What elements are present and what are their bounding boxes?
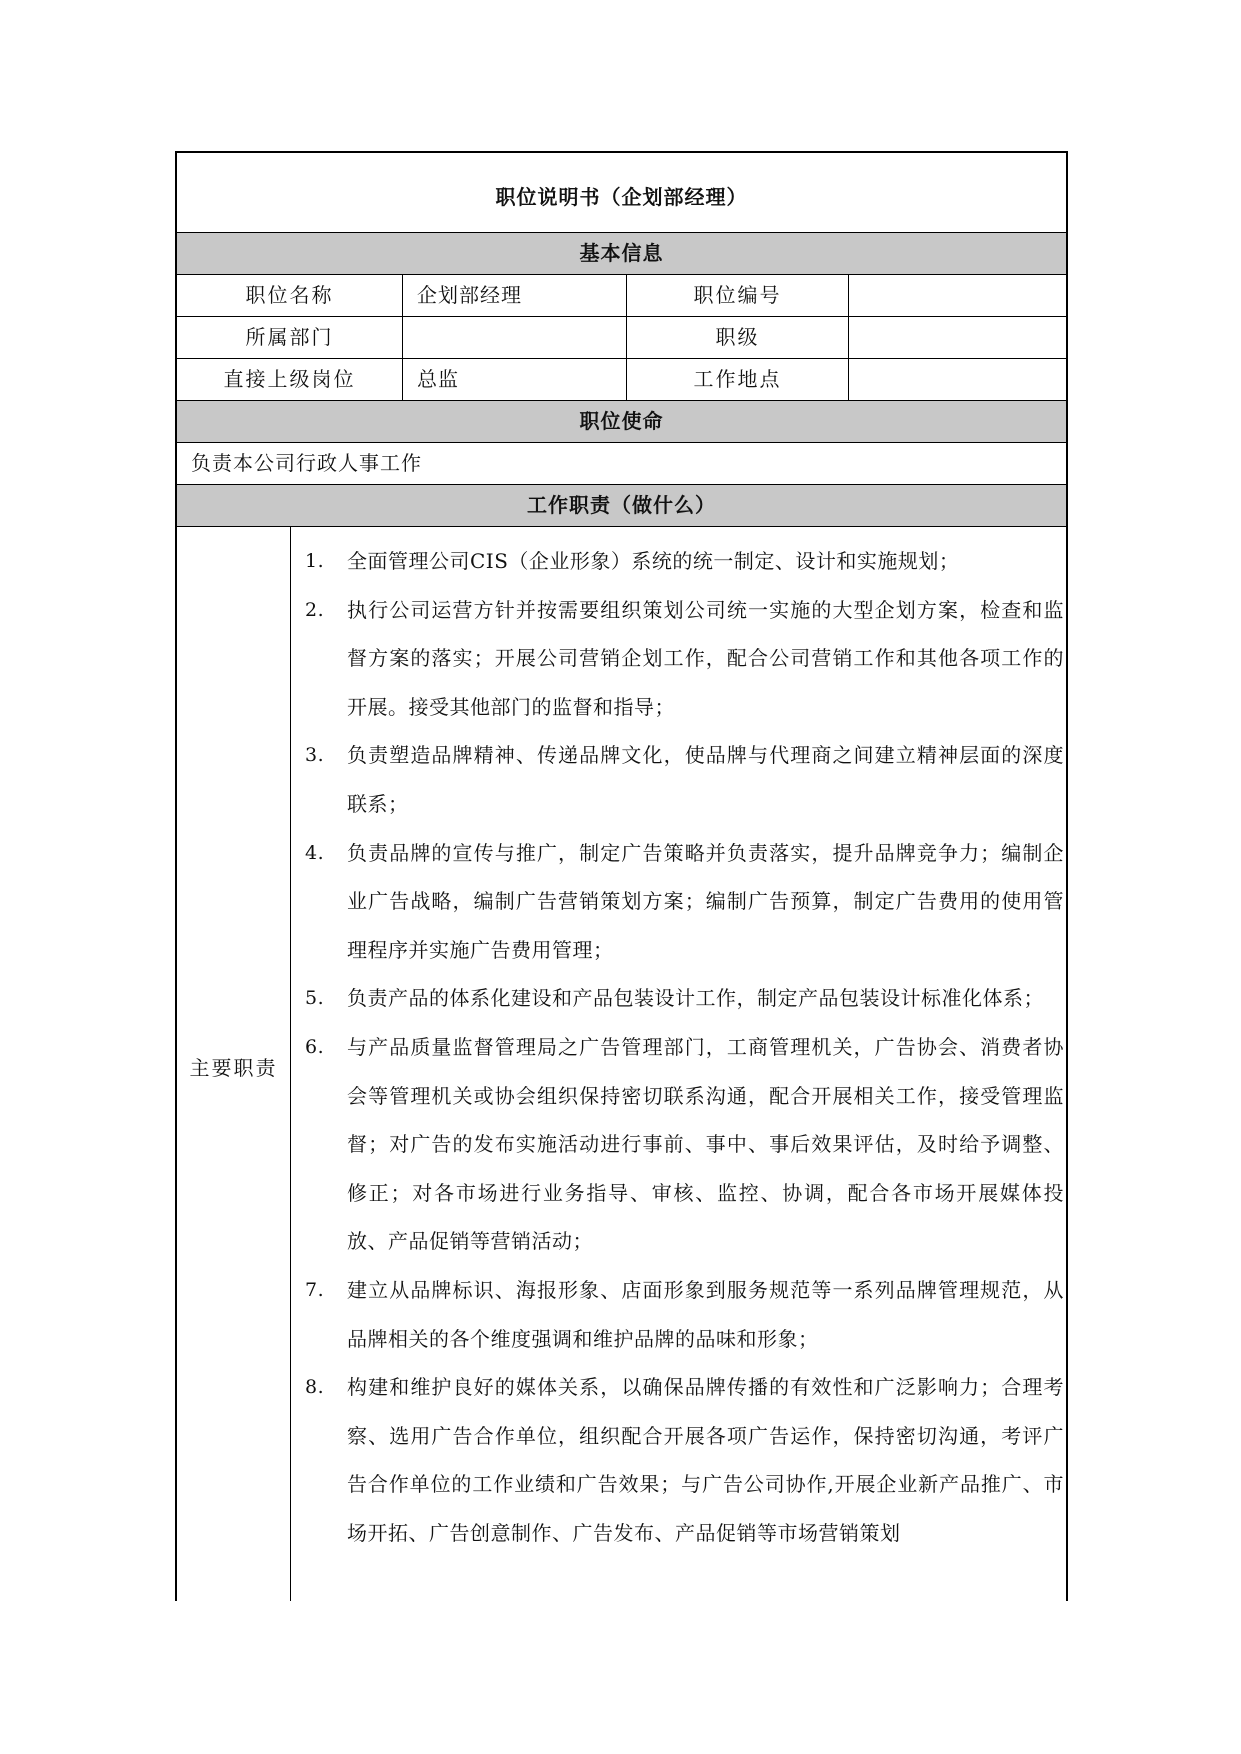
duty-number: 7. — [305, 1278, 325, 1301]
duties-row — [177, 527, 1066, 1601]
duty-text: 负责塑造品牌精神、传递品牌文化，使品牌与代理商之间建立精神层面的深度联系； — [347, 743, 1064, 816]
duty-number: 5. — [305, 987, 325, 1010]
duty-item — [291, 1023, 1066, 1266]
section-mission: 职位使命 — [177, 401, 1066, 443]
duty-number: 2. — [305, 598, 325, 621]
value-department — [403, 317, 627, 358]
mission-text: 负责本公司行政人事工作 — [191, 451, 422, 475]
duty-item — [291, 974, 1066, 1023]
info-row — [177, 359, 1066, 401]
duty-number: 8. — [305, 1376, 325, 1399]
duty-item — [291, 586, 1066, 732]
title-row — [177, 153, 1066, 233]
duties-label: 主要职责 — [189, 1056, 278, 1080]
duty-text: 执行公司运营方针并按需要组织策划公司统一实施的大型企划方案，检查和监督方案的落实；开展公司营销企划工作，配合公司营销工作和其他各项工作的开展。接受其他部门的监督和指导； — [347, 597, 1064, 719]
duty-text: 与产品质量监督管理局之广告管理部门，工商管理机关，广告协会、消费者协会等管理机关或协会组织保持密切联系沟通，配合开展相关工作，接受管理监督；对广告的发布实施活动进行事前、事中、事后效果评估，及时给予调整、修正；对各市场进行业务指导、审核、监控、协调，配合各市场开展媒体投放、产品促销等营销活动； — [347, 1034, 1064, 1254]
label-position-name: 职位名称 — [177, 275, 403, 316]
value-position-name: 企划部经理 — [403, 275, 627, 316]
mission-row — [177, 443, 1066, 485]
info-row — [177, 275, 1066, 317]
duties-list — [291, 527, 1066, 1557]
label-department: 所属部门 — [177, 317, 403, 358]
duty-item — [291, 537, 1066, 586]
value-job-level — [849, 317, 1066, 358]
duty-item — [291, 731, 1066, 828]
duty-text: 构建和维护良好的媒体关系，以确保品牌传播的有效性和广泛影响力；合理考察、选用广告合作单位，组织配合开展各项广告运作，保持密切沟通，考评广告合作单位的工作业绩和广告效果；与广告公司协作,开展企业新产品推广、市场开拓、广告创意制作、广告发布、产品促销等市场营销策划 — [347, 1375, 1064, 1545]
label-work-location: 工作地点 — [627, 359, 849, 400]
section-basic-info: 基本信息 — [177, 233, 1066, 275]
label-direct-supervisor: 直接上级岗位 — [177, 359, 403, 400]
duty-item — [291, 1363, 1066, 1557]
value-position-code — [849, 275, 1066, 316]
label-job-level: 职级 — [627, 317, 849, 358]
duty-number: 3. — [305, 744, 325, 767]
duty-number: 6. — [305, 1035, 325, 1058]
section-duties: 工作职责（做什么） — [177, 485, 1066, 527]
value-direct-supervisor: 总监 — [403, 359, 627, 400]
value-work-location — [849, 359, 1066, 400]
duty-number: 1. — [305, 550, 325, 572]
job-description-table — [175, 151, 1068, 1601]
label-position-code: 职位编号 — [627, 275, 849, 316]
document-title: 职位说明书（企划部经理） — [495, 185, 748, 209]
duty-text: 全面管理公司CIS（企业形象）系统的统一制定、设计和实施规划； — [347, 549, 960, 573]
duty-item — [291, 1266, 1066, 1363]
info-row — [177, 317, 1066, 359]
duty-text: 负责产品的体系化建设和产品包装设计工作，制定产品包装设计标准化体系； — [347, 986, 1044, 1011]
duty-number: 4. — [305, 841, 325, 864]
duty-text: 建立从品牌标识、海报形象、店面形象到服务规范等一系列品牌管理规范，从品牌相关的各个维度强调和维护品牌的品味和形象； — [347, 1277, 1064, 1351]
duties-label-cell — [177, 527, 291, 1601]
duty-item — [291, 829, 1066, 975]
duty-text: 负责品牌的宣传与推广，制定广告策略并负责落实，提升品牌竞争力；编制企业广告战略，编制广告营销策划方案；编制广告预算，制定广告费用的使用管理程序并实施广告费用管理； — [347, 840, 1064, 962]
